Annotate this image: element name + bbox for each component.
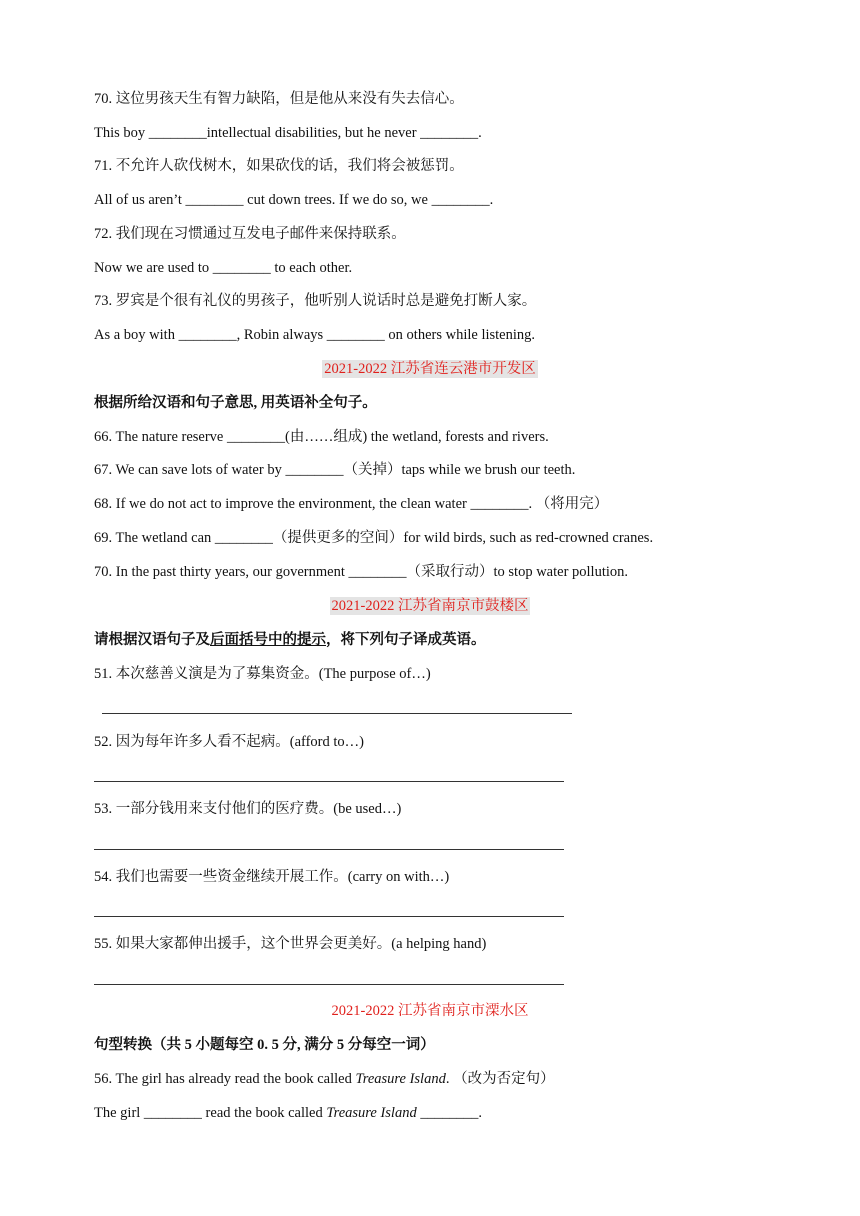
section-instruction [94,631,486,649]
instruction-text: ，将下列句子译成英语。 [326,632,486,648]
section-tag: 2021-2022 江苏省南京市溧水区 [331,1003,529,1019]
question-66: 66. The nature reserve ________(由……组成) the wetland, forests and rivers. [94,429,549,445]
section-header-gulou [0,597,860,615]
question-text: . （改为否定句） [445,1071,555,1087]
question-52: 52. 因为每年许多人看不起病。(afford to…) [94,734,364,750]
section-instruction: 根据所给汉语和句子意思, 用英语补全句子。 [94,395,377,411]
q71-chinese: 71. 不允许人砍伐树木，如果砍伐的话，我们将会被惩罚。 [94,158,464,174]
section-header-lishui [0,1002,860,1020]
book-title: Treasure Island [326,1105,417,1121]
q70-chinese: 70. 这位男孩天生有智力缺陷，但是他从来没有失去信心。 [94,91,464,107]
question-text: ________. [416,1105,482,1121]
q72-english: Now we are used to ________ to each other. [94,260,353,276]
question-56-answer [94,1104,482,1122]
question-53: 53. 一部分钱用来支付他们的医疗费。(be used…) [94,801,402,817]
question-text: 56. The girl has already read the book called [94,1071,356,1087]
q73-english: As a boy with ________, Robin always ________ on others while listening. [94,327,536,343]
section-tag: 2021-2022 江苏省南京市鼓楼区 [331,598,529,614]
question-51: 51. 本次慈善义演是为了募集资金。(The purpose of…) [94,666,431,682]
question-69: 69. The wetland can ________（提供更多的空间）for wild birds, such as red-crowned cranes. [94,530,654,546]
question-68: 68. If we do not act to improve the environment, the clean water ________. （将用完） [94,496,609,512]
instruction-text: 请根据汉语句子及 [94,632,210,648]
section-tag: 2021-2022 江苏省连云港市开发区 [324,361,536,377]
q72-chinese: 72. 我们现在习惯通过互发电子邮件来保持联系。 [94,226,406,242]
answer-line [94,984,564,985]
q71-english: All of us aren’t ________ cut down trees. If we do so, we ________. [94,192,494,208]
q73-chinese: 73. 罗宾是个很有礼仪的男孩子，他听别人说话时总是避免打断人家。 [94,293,537,309]
book-title: Treasure Island [355,1071,446,1087]
question-67: 67. We can save lots of water by ________（关掉）taps while we brush our teeth. [94,462,576,478]
answer-line [94,849,564,850]
question-56 [94,1070,555,1088]
question-55: 55. 如果大家都伸出援手，这个世界会更美好。(a helping hand) [94,936,487,952]
answer-line [94,781,564,782]
answer-line [102,713,572,714]
question-54: 54. 我们也需要一些资金继续开展工作。(carry on with…) [94,869,450,885]
instruction-underlined-text: 后面括号中的提示 [210,632,326,648]
section-instruction: 句型转换（共 5 小题每空 0. 5 分, 满分 5 分每空一词） [94,1037,435,1053]
question-70: 70. In the past thirty years, our government ________（采取行动）to stop water pollution. [94,564,629,580]
section-header-lianyungang [0,360,860,378]
answer-line [94,916,564,917]
q70-english: This boy ________intellectual disabilities, but he never ________. [94,125,482,141]
question-text: The girl ________ read the book called [94,1105,327,1121]
